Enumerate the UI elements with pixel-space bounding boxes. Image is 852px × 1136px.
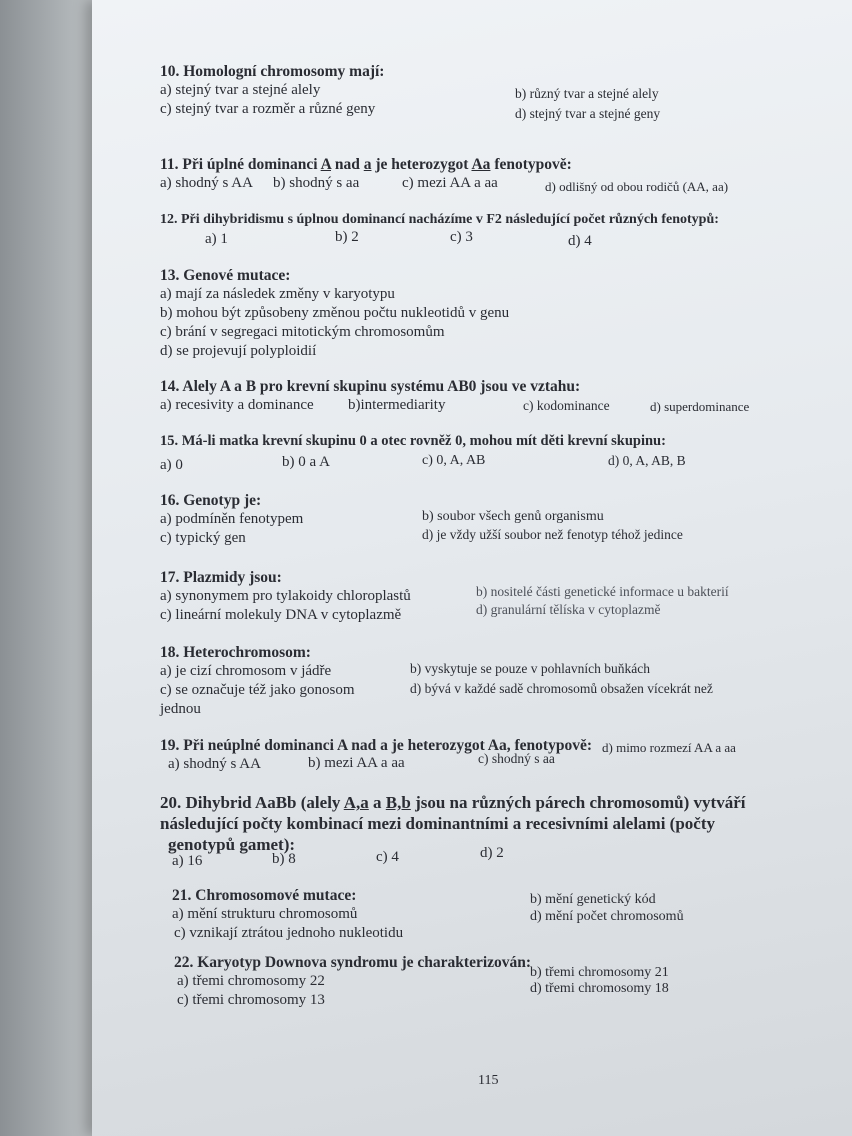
option-d: d) bývá v každé sadě chromosomů obsažen vícekrát než	[410, 681, 713, 696]
question-title: 15. Má-li matka krevní skupinu 0 a otec rovněž 0, mohou mít děti krevní skupinu:	[160, 433, 666, 449]
option-d: d) mění počet chromosomů	[530, 909, 684, 924]
option-b: b) vyskytuje se pouze v pohlavních buňkách	[410, 661, 650, 676]
question-title: 17. Plazmidy jsou:	[160, 569, 282, 586]
option-b: b) nositelé části genetické informace u bakterií	[476, 584, 729, 599]
option-a: a) mění strukturu chromosomů	[172, 906, 358, 922]
question-title-line-3: genotypů gamet):	[168, 835, 296, 854]
question-21	[160, 886, 800, 943]
question-13	[160, 266, 800, 361]
option-d: d) odlišný od obou rodičů (AA, aa)	[545, 179, 729, 194]
option-b: b) 8	[272, 851, 296, 867]
option-d: d) 0, A, AB, B	[608, 453, 686, 468]
option-a: a) stejný tvar a stejné alely	[160, 82, 321, 98]
question-22	[160, 953, 800, 1010]
option-b: b) 2	[335, 229, 359, 245]
option-c: c) 3	[450, 229, 473, 245]
question-15	[160, 432, 800, 473]
option-b: b) různý tvar a stejné alely	[515, 86, 659, 101]
option-a: a) synonymem pro tylakoidy chloroplastů	[160, 588, 411, 604]
option-b: b) třemi chromosomy 21	[530, 965, 669, 980]
option-c: c) brání v segregaci mitotickým chromosomům	[160, 324, 445, 340]
question-title-line-2: následující počty kombinací mezi dominantními a recesivními alelami (počty	[160, 814, 715, 833]
question-14	[160, 377, 800, 414]
option-c: c) 0, A, AB	[422, 453, 486, 468]
question-title: 14. Alely A a B pro krevní skupinu systému AB0 jsou ve vztahu:	[160, 378, 581, 395]
question-12	[160, 210, 800, 249]
question-11	[160, 155, 800, 194]
question-title: 16. Genotyp je:	[160, 492, 262, 509]
question-title: 11. Při úplné dominanci A nad a je heterozygot Aa fenotypově:	[160, 156, 572, 173]
option-d: d) 2	[480, 845, 504, 861]
option-b: b) soubor všech genů organismu	[422, 509, 604, 524]
option-a: a) mají za následek změny v karyotypu	[160, 286, 395, 302]
question-title: 19. Při neúplné dominanci A nad a je heterozygot Aa, fenotypově:	[160, 737, 592, 754]
option-a: a) třemi chromosomy 22	[177, 973, 325, 989]
option-d: d) je vždy užší soubor než fenotyp téhož jedince	[422, 527, 683, 542]
option-c: c) lineární molekuly DNA v cytoplazmě	[160, 607, 402, 623]
question-title: 18. Heterochromosom:	[160, 644, 311, 661]
option-c: c) vznikají ztrátou jednoho nukleotidu	[174, 925, 404, 941]
option-d: d) granulární tělíska v cytoplazmě	[476, 602, 661, 617]
option-c: c) se označuje též jako gonosom	[160, 682, 355, 698]
option-c: c) 4	[376, 849, 399, 865]
option-b: b) mění genetický kód	[530, 892, 656, 907]
question-18	[160, 643, 800, 719]
option-a: a) recesivity a dominance	[160, 397, 314, 413]
option-c: c) stejný tvar a rozměr a různé geny	[160, 101, 376, 117]
question-title: 20. Dihybrid AaBb (alely A,a a B,b jsou na různých párech chromosomů) vytváří	[160, 793, 746, 812]
question-17	[160, 568, 800, 625]
page-number: 115	[478, 1073, 499, 1088]
option-d: d) třemi chromosomy 18	[530, 981, 669, 996]
option-a: a) 16	[172, 853, 203, 869]
option-a: a) shodný s AA	[168, 756, 261, 772]
option-d: d) superdominance	[650, 399, 750, 414]
question-20	[160, 792, 800, 869]
option-c: c) typický gen	[160, 530, 246, 546]
option-b: b)intermediarity	[348, 397, 446, 413]
question-title: 12. Při dihybridismu s úplnou dominancí nacházíme v F2 následující počet různých fenotypů:	[160, 212, 719, 227]
option-b: b) mezi AA a aa	[308, 755, 405, 771]
question-title: 10. Homologní chromosomy mají:	[160, 63, 385, 80]
option-d: d) se projevují polyploidií	[160, 343, 317, 359]
option-a: a) 0	[160, 457, 183, 473]
question-10	[160, 62, 800, 119]
option-c: c) mezi AA a aa	[402, 175, 498, 191]
option-d: d) mimo rozmezí AA a aa	[602, 740, 736, 755]
option-d-continuation: jednou	[160, 701, 201, 717]
option-b: b) shodný s aa	[273, 175, 360, 191]
option-a: a) podmíněn fenotypem	[160, 511, 304, 527]
question-title: 22. Karyotyp Downova syndromu je charakterizován:	[174, 954, 532, 971]
question-19	[160, 736, 800, 772]
option-b: b) 0 a A	[282, 454, 330, 470]
question-title: 13. Genové mutace:	[160, 267, 291, 284]
option-d: d) 4	[568, 233, 592, 249]
question-16	[160, 491, 800, 548]
option-c: c) kodominance	[523, 398, 610, 413]
option-a: a) je cizí chromosom v jádře	[160, 663, 332, 679]
option-c: c) shodný s aa	[478, 751, 555, 766]
question-title: 21. Chromosomové mutace:	[172, 887, 357, 904]
option-a: a) shodný s AA	[160, 175, 253, 191]
option-c: c) třemi chromosomy 13	[177, 992, 325, 1008]
option-d: d) stejný tvar a stejné geny	[515, 106, 661, 121]
option-a: a) 1	[205, 231, 228, 247]
option-b: b) mohou být způsobeny změnou počtu nukleotidů v genu	[160, 305, 510, 321]
